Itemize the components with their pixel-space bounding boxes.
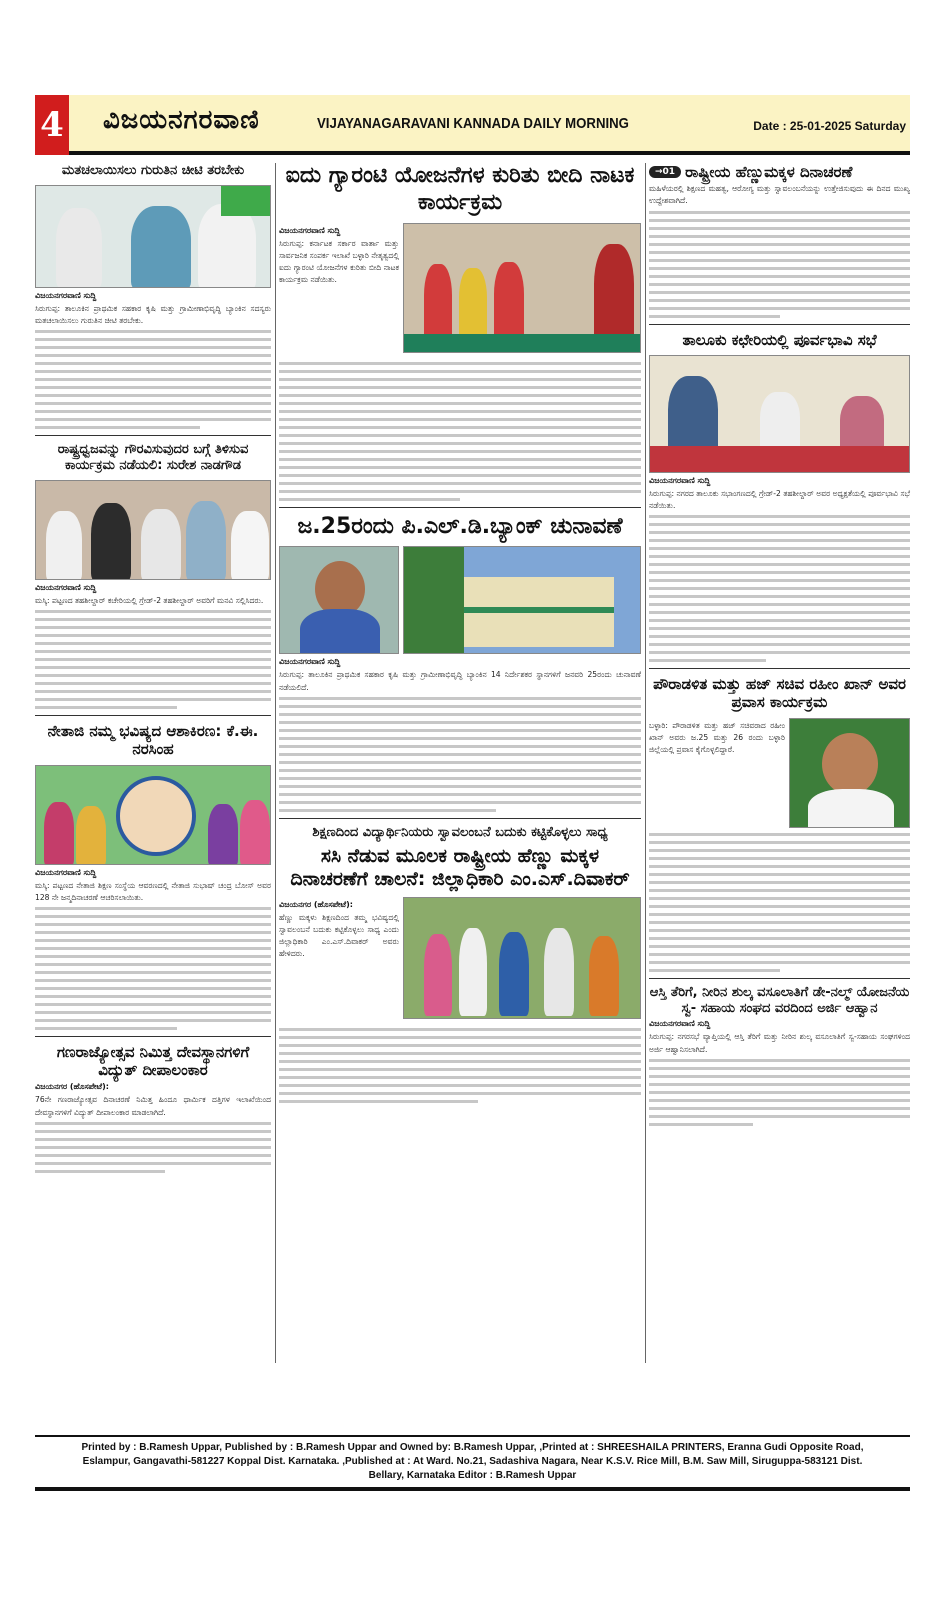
article-body: ಮಸ್ಕಿ: ಪಟ್ಟಣದ ನೇತಾಜಿ ಶಿಕ್ಷಣ ಸಂಸ್ಥೆಯ ಆವರಣದಲ್ಲಿ ನೇತಾಜಿ ಸುಭಾಷ್ ಚಂದ್ರ ಬೋಸ್ ಅವರ 128 ನೇ ಜನ್ಮದಿನಾಚರಣೆ ಆಚರಿಸಲಾಯಿತು. [35, 880, 271, 902]
paper-title-kannada: ವಿಜಯನಗರವಾಣಿ [103, 105, 260, 135]
article-photo [649, 355, 910, 473]
dateline: ವಿಜಯನಗರವಾಣಿ ಸುದ್ದಿ [35, 582, 97, 592]
portrait-photo [279, 546, 399, 654]
article-kicker: ಶಿಕ್ಷಣದಿಂದ ವಿದ್ಯಾರ್ಥಿನಿಯರು ಸ್ವಾವಲಂಬನೆ ಬದುಕು ಕಟ್ಟಿಕೊಳ್ಳಲು ಸಾಧ್ಯ [312, 824, 608, 840]
article-body: ಮಹಿಳೆಯರಲ್ಲಿ ಶಿಕ್ಷಣದ ಮಹತ್ವ, ಆರೋಗ್ಯ ಮತ್ತು ಸ್ವಾವಲಂಬನೆಯನ್ನು ಉತ್ತೇಜಿಸುವುದು ಈ ದಿನದ ಮುಖ್ಯ ಉದ್ದೇಶವಾಗಿದೆ. [649, 184, 910, 206]
minister-portrait [789, 718, 910, 828]
building-photo [403, 546, 641, 654]
article-photo [35, 765, 271, 865]
masthead [35, 95, 910, 155]
article-headline: ಸಸಿ ನೆಡುವ ಮೂಲಕ ರಾಷ್ಟ್ರೀಯ ಹೆಣ್ಣು ಮಕ್ಕಳ ದಿನಾಚರಣೆಗೆ ಚಾಲನೆ: ಜಿಲ್ಲಾಧಿಕಾರಿ ಎಂ.ಎಸ್.ದಿವಾಕರ್ [290, 844, 630, 890]
article-headline: ತಾಲೂಕು ಕಛೇರಿಯಲ್ಲಿ ಪೂರ್ವಭಾವಿ ಸಭೆ [682, 330, 877, 349]
column-divider [275, 163, 276, 1363]
article-photo [403, 223, 641, 353]
article-headline: ಗಣರಾಜ್ಯೋತ್ಸವ ನಿಮಿತ್ತ ದೇವಸ್ಥಾನಗಳಿಗೆ ವಿದ್ಯುತ್ ದೀಪಾಲಂಕಾರ [56, 1042, 250, 1080]
imprint-footer [35, 1435, 910, 1483]
dateline: ವಿಜಯನಗರವಾಣಿ ಸುದ್ದಿ [279, 657, 341, 667]
article-body: ಸಿರುಗುಪ್ಪ: ನಗರದ ತಾಲೂಕು ಸಭಾಂಗಣದಲ್ಲಿ ಗ್ರೇಡ್-2 ತಹಶೀಲ್ದಾರ್ ಅವರ ಅಧ್ಯಕ್ಷತೆಯಲ್ಲಿ ಪೂರ್ವಭಾವಿ ಸಭೆ ನಡೆಯಿತು. [649, 488, 910, 511]
article-photo [35, 480, 271, 580]
article-body: 76ನೇ ಗಣರಾಜ್ಯೋತ್ಸವ ದಿನಾಚರಣೆ ನಿಮಿತ್ತ ಹಿಂದೂ ಧಾರ್ಮಿಕ ದತ್ತಿಗಳ ಇಲಾಖೆಯಿಂದ ದೇವಸ್ಥಾನಗಳಿಗೆ ವಿದ್ಯುತ್ ದೀಪಾಲಂಕಾರ ಮಾಡಲಾಗಿದೆ. [35, 1095, 271, 1117]
article-body: ಸಿರುಗುಪ್ಪ: ಕರ್ನಾಟಕ ಸರ್ಕಾರ ವಾರ್ತಾ ಮತ್ತು ಸಾರ್ವಜನಿಕ ಸಂಪರ್ಕ ಇಲಾಖೆ ಬಳ್ಳಾರಿ ನೇತೃತ್ವದಲ್ಲಿ ಐದು ಗ್ಯಾರಂಟಿ ಯೋಜನೆಗಳ ಕುರಿತು ಬೀದಿ ನಾಟಕ ಕಾರ್ಯಕ್ರಮ ನಡೆಯಿತು. [279, 238, 399, 285]
dateline: ವಿಜಯನಗರವಾಣಿ ಸುದ್ದಿ [35, 290, 97, 300]
article-headline: ನೇತಾಜಿ ನಮ್ಮ ಭವಿಷ್ಯದ ಆಶಾಕಿರಣ: ಕೆ.ಈ. ನರಸಿಂಹ [47, 722, 259, 759]
article-headline: ರಾಷ್ಟ್ರೀಯ ಹೆಣ್ಣುಮಕ್ಕಳ ದಿನಾಚರಣೆ [685, 163, 853, 181]
imprint-line: Printed by : B.Ramesh Uppar, Published by : B.Ramesh Uppar and Owned by: B.Ramesh Uppar, ,Printed at : SHREESHAILA PRINTERS, Eranna Gudi Opposite Road, [81, 1442, 864, 1453]
column-left [35, 163, 271, 1178]
column-center [279, 163, 641, 1108]
article-headline: ಜ.25ರಂದು ಪಿ.ಎಲ್.ಡಿ.ಬ್ಯಾಂಕ್ ಚುನಾವಣೆ [297, 513, 623, 539]
dateline: ವಿಜಯನಗರ (ಹೊಸಪೇಟೆ): [279, 899, 353, 909]
article-body: ಸಿರುಗುಪ್ಪ: ತಾಲೂಕಿನ ಪ್ರಾಥಮಿಕ ಸಹಕಾರ ಕೃಷಿ ಮತ್ತು ಗ್ರಾಮೀಣಾಭಿವೃದ್ಧಿ ಬ್ಯಾಂಕಿನ 14 ನಿರ್ದೇಶಕರ ಸ್ಥಾನಗಳಿಗೆ ಜನವರಿ 25ರಂದು ಚುನಾವಣೆ ನಡೆಯಲಿದೆ. [279, 670, 641, 692]
imprint-line: Eslampur, Gangavathi-581227 Koppal Dist. Karnataka. ,Published at : At Ward. No.21, Sadashiva Nagara, Near K.S.V. Rice Mill, B.M. Saw Mill, Siruguppa-583121 Dist. [82, 1456, 863, 1467]
footer-rule [35, 1487, 910, 1491]
article-photo [403, 897, 641, 1019]
column-divider [645, 163, 646, 1363]
article-body: ಸಿರುಗುಪ್ಪ: ನಗರಸಭೆ ವ್ಯಾಪ್ತಿಯಲ್ಲಿ ಆಸ್ತಿ ತೆರಿಗೆ ಮತ್ತು ನೀರಿನ ಶುಲ್ಕ ವಸೂಲಾತಿಗೆ ಸ್ವ-ಸಹಾಯ ಸಂಘಗಳಿಂದ ಅರ್ಜಿ ಆಹ್ವಾನಿಸಲಾಗಿದೆ. [649, 1032, 910, 1054]
continued-tag: →01 [649, 166, 681, 178]
article-body: ಬಳ್ಳಾರಿ: ಪೌರಾಡಳಿತ ಮತ್ತು ಹಜ್ ಸಚಿವರಾದ ರಹೀಂ ಖಾನ್ ಅವರು ಜ.25 ಮತ್ತು 26 ರಂದು ಬಳ್ಳಾರಿ ಜಿಲ್ಲೆಯಲ್ಲಿ ಪ್ರವಾಸ ಕೈಗೊಳ್ಳಲಿದ್ದಾರೆ. [649, 720, 785, 755]
article-headline: ಐದು ಗ್ಯಾರಂಟಿ ಯೋಜನೆಗಳ ಕುರಿತು ಬೀದಿ ನಾಟಕ ಕಾರ್ಯಕ್ರಮ [285, 163, 635, 215]
article-body: ಮಸ್ಕಿ: ಪಟ್ಟಣದ ತಹಶೀಲ್ದಾರ್ ಕಚೇರಿಯಲ್ಲಿ ಗ್ರೇಡ್-2 ತಹಶೀಲ್ದಾರ್ ಅವರಿಗೆ ಮನವಿ ಸಲ್ಲಿಸಿದರು. [35, 595, 264, 605]
issue-date: Date : 25-01-2025 Saturday [753, 119, 906, 133]
article-headline: ಮತಚಲಾಯಿಸಲು ಗುರುತಿನ ಚೀಟಿ ತರಬೇಕು [61, 163, 245, 178]
article-headline: ರಾಷ್ಟ್ರಧ್ವಜವನ್ನು ಗೌರವಿಸುವುದರ ಬಗ್ಗೆ ತಿಳಿಸುವ ಕಾರ್ಯಕ್ರಮ ನಡೆಯಲಿ: ಸುರೇಶ ನಾಡಗೌಡ [57, 442, 249, 473]
dateline: ವಿಜಯನಗರವಾಣಿ ಸುದ್ದಿ [279, 225, 341, 235]
paper-title-english: VIJAYANAGARAVANI KANNADA DAILY MORNING [317, 115, 629, 132]
column-right [649, 163, 910, 1131]
article-body: ಸಿರುಗುಪ್ಪ: ತಾಲೂಕಿನ ಪ್ರಾಥಮಿಕ ಸಹಕಾರ ಕೃಷಿ ಮತ್ತು ಗ್ರಾಮೀಣಾಭಿವೃದ್ಧಿ ಬ್ಯಾಂಕಿನ ಸದಸ್ಯರು ಮತಚಲಾಯಿಸಲು ಗುರುತಿನ ಚೀಟಿ ತರಬೇಕು. [35, 303, 271, 325]
dateline: ವಿಜಯನಗರವಾಣಿ ಸುದ್ದಿ [35, 867, 97, 877]
dateline: ವಿಜಯನಗರವಾಣಿ ಸುದ್ದಿ [649, 475, 711, 485]
article-headline: ಪೌರಾಡಳಿತ ಮತ್ತು ಹಜ್ ಸಚಿವ ರಹೀಂ ಖಾನ್ ಅವರ ಪ್ರವಾಸ ಕಾರ್ಯಕ್ರಮ [653, 675, 906, 712]
page-number: 4 [35, 95, 69, 155]
dateline: ವಿಜಯನಗರ (ಹೊಸಪೇಟೆ): [35, 1082, 109, 1092]
article-photo [35, 185, 271, 288]
dateline: ವಿಜಯನಗರವಾಣಿ ಸುದ್ದಿ [649, 1019, 711, 1029]
article-body: ಹೆಣ್ಣು ಮಕ್ಕಳು ಶಿಕ್ಷಣದಿಂದ ತಮ್ಮ ಭವಿಷ್ಯದಲ್ಲಿ ಸ್ವಾವಲಂಬನೆ ಬದುಕು ಕಟ್ಟಿಕೊಳ್ಳಲು ಸಾಧ್ಯ ಎಂದು ಜಿಲ್ಲಾಧಿಕಾರಿ ಎಂ.ಎಸ್.ದಿವಾಕರ್ ಅವರು ಹೇಳಿದರು. [279, 912, 399, 959]
imprint-line: Bellary, Karnataka Editor : B.Ramesh Uppar [368, 1470, 577, 1481]
article-headline: ಆಸ್ತಿ ತೆರಿಗೆ, ನೀರಿನ ಶುಲ್ಕ ವಸೂಲಾತಿಗೆ ಡೇ-ನಲ್ಮ್ ಯೋಜನೆಯ ಸ್ವ- ಸಹಾಯ ಸಂಘದ ವರದಿಂದ ಅರ್ಜಿ ಆಹ್ವಾನ [649, 984, 910, 1016]
newspaper-page [35, 95, 910, 1575]
